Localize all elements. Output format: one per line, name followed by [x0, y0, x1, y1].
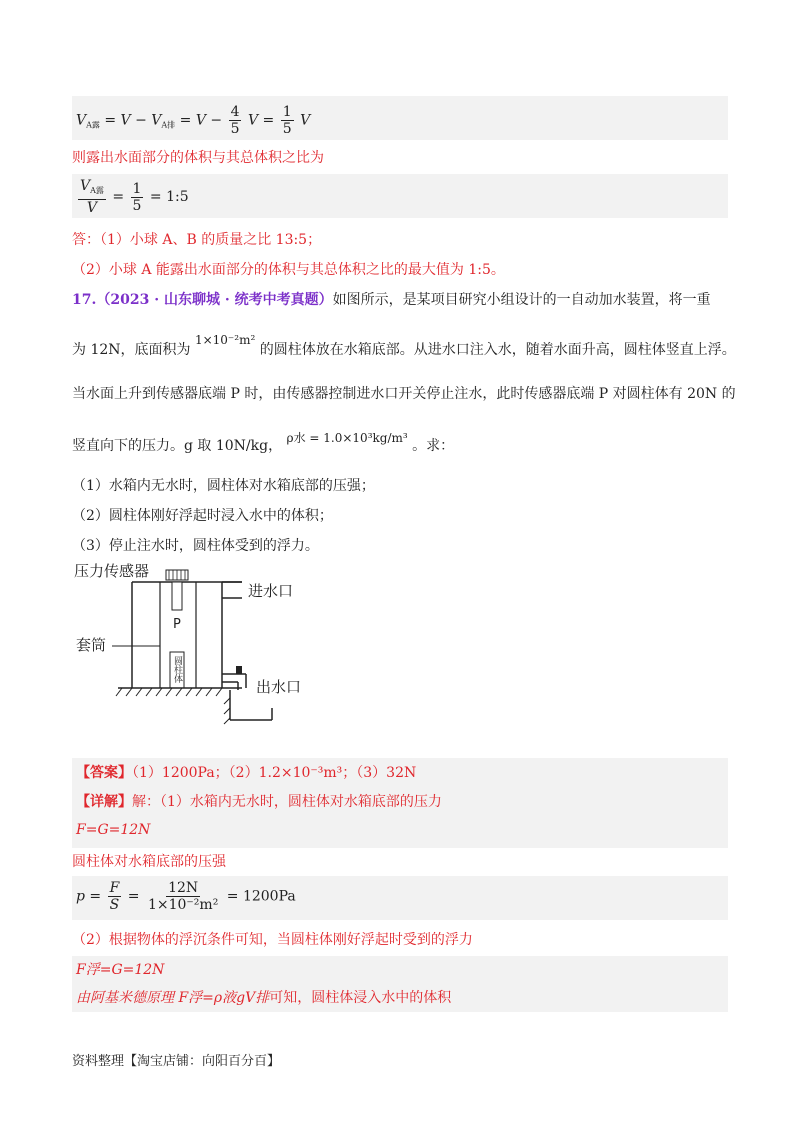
- ratio-intro: 则露出水面部分的体积与其总体积之比为: [72, 150, 324, 166]
- p-label: P: [173, 617, 181, 632]
- detail-eq-3: F浮=G=12N: [76, 962, 165, 978]
- answer-line-2: （2）小球 A 能露出水面部分的体积与其总体积之比的最大值为 1:5。: [72, 262, 505, 278]
- equation-ratio: $\frac{V_{A露}}{V}$ = $\frac{1}{5}$ = 1:5: [80, 178, 189, 216]
- cylinder-label: 圆柱体: [172, 656, 182, 683]
- apparatus-figure: [72, 558, 332, 728]
- inlet-label: 进水口: [248, 582, 294, 600]
- equation-block-ratio: [72, 174, 728, 218]
- detail-text-2: 圆柱体对水箱底部的压强: [72, 854, 226, 870]
- answer-text: （1）1200Pa；（2）1.2×10⁻³m³；（3）32N: [132, 765, 417, 781]
- density-formula: ρ水 = 1.0×10³kg/m³: [286, 431, 408, 445]
- detail-text-4: 由阿基米德原理 F浮=ρ液gV排可知，圆柱体浸入水中的体积: [76, 990, 452, 1006]
- answer-block: [72, 758, 728, 788]
- detail-text-3: （2）根据物体的浮沉条件可知，当圆柱体刚好浮起时受到的浮力: [72, 932, 473, 948]
- detail-eq-1: F=G=12N: [76, 822, 151, 838]
- question-17-line-3: 当水面上升到传感器底端 P 时，由传感器控制进水口开关停止注水，此时传感器底端 P 对圆柱体有 20N 的: [72, 386, 736, 402]
- question-number: 17.: [72, 292, 97, 308]
- question-source: （2023 · 山东聊城 · 统考中考真题）: [96, 292, 333, 308]
- sub-question-3: （3）停止注水时，圆柱体受到的浮力。: [72, 538, 319, 554]
- sub-question-1: （1）水箱内无水时，圆柱体对水箱底部的压强；: [72, 478, 375, 494]
- question-17-line-2: 为 12N，底面积为 1×10⁻²m² 的圆柱体放在水箱底部。从进水口注入水，随着水面升高，圆柱体竖直上浮。: [72, 333, 736, 358]
- question-17-line-1: 17.（2023 · 山东聊城 · 统考中考真题）如图所示，是某项目研究小组设计的一自动加水装置，将一重: [72, 292, 711, 308]
- detail-block-2: [72, 956, 728, 1012]
- equation-volume-exposed: $V_{A露} = V - V_{A排} = V$ − $\frac{4}{5}$ V = $\frac{1}{5}$ V: [76, 104, 311, 137]
- equation-pressure: p = $\frac{F}{S}$ = $\frac{12N}{\text{1×10⁻²m²}}$ = 1200Pa: [76, 880, 296, 913]
- outlet-valve: [236, 666, 242, 674]
- sub-question-2: （2）圆柱体刚好浮起时浸入水中的体积；: [72, 508, 333, 524]
- outlet-label: 出水口: [256, 678, 302, 696]
- footer: 资料整理【淘宝店铺：向阳百分百】: [72, 1054, 281, 1069]
- sensor-label: 压力传感器: [74, 562, 150, 580]
- detail-tag: 【详解】: [76, 794, 132, 810]
- equation-block-pressure: [72, 876, 728, 920]
- area-formula: 1×10⁻²m²: [194, 333, 256, 347]
- equation-block-volume: [72, 96, 728, 140]
- sleeve-label: 套筒: [76, 636, 107, 654]
- answer-tag: 【答案】: [76, 765, 132, 781]
- detail-block-1: 【详解】解：（1）水箱内无水时，圆柱体对水箱底部的压力 F=G=12N: [72, 788, 728, 848]
- answer-line-1: 答：（1）小球 A、B 的质量之比 13:5；: [72, 232, 322, 248]
- question-17-line-4: 竖直向下的压力。g 取 10N/kg， ρ水 = 1.0×10³kg/m³ 。求：: [72, 431, 455, 454]
